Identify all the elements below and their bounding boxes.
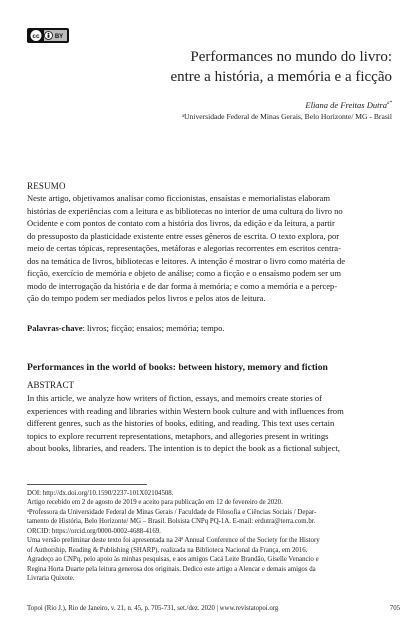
- article-title: [92, 47, 392, 87]
- footnote-line: Livraria Quixote.: [27, 575, 75, 583]
- author-mark: a*: [387, 101, 392, 107]
- page-footer: [27, 605, 400, 612]
- footnote-divider: [27, 484, 147, 485]
- footnote-line: ᵃProfessora da Universidade Federal de Minas Gerais / Faculdade de Filosofia e Ciências Sociais / Depar-: [27, 508, 317, 516]
- resumo-line: histórias de experiências com a leitura e as bibliotecas no interior de uma cultura do livro no: [27, 205, 343, 216]
- orcid-link[interactable]: ORCID: https://orcid.org/0000-0002-4688-4169.: [27, 527, 161, 535]
- abstract-line: experiences with reading and libraries within Western book culture and with influences from: [27, 405, 344, 416]
- cc-symbol: cc: [32, 33, 40, 40]
- resumo-line: Neste artigo, objetivamos analisar como ficcionistas, ensaístas e memorialistas elaboram: [27, 193, 331, 203]
- footnotes: [27, 489, 400, 584]
- doi-link[interactable]: DOI: http://dx.doi.org/10.1590/2237-101X02104508.: [27, 490, 174, 497]
- resumo-line: meio de certas tópicas, representações, metáforas e alegorias recorrentes em escritos centra-: [27, 243, 341, 253]
- resumo-line: modo de interrogação da história e de dar forma à memória; e como a memória e a percep-: [27, 280, 338, 291]
- footnote-line: Agradeço ao CNPq, pelo apoio às minhas pesquisas, e aos amigos Cacá Leite Brandão, Giselle Venancio e: [27, 556, 319, 564]
- abstract-body: [27, 392, 400, 455]
- resumo-line: ficção, exercício de memória e objeto de análise; como a ficção e o ensaísmo podem ser um: [27, 268, 341, 278]
- creative-commons-icon: [27, 28, 69, 43]
- keywords: [27, 322, 400, 335]
- resumo-heading: RESUMO: [27, 181, 66, 191]
- keywords-label: Palavras-chave: [27, 323, 83, 333]
- abstract-line: topics to explore recurrent representations, metaphors, and allegories present in writings: [27, 430, 329, 441]
- cc-by-text: BY: [54, 34, 64, 40]
- resumo-body: [27, 192, 400, 305]
- affiliation: ᵃUniversidade Federal de Minas Gerais, Belo Horizonte/ MG - Brasil: [181, 112, 392, 121]
- title-line-2: entre a história, a memória e a ficção: [170, 69, 392, 85]
- abstract-heading: ABSTRACT: [27, 380, 75, 390]
- resumo-line: do pressuposto da plasticidade existente entre esses gêneros de escrita. O texto explora, por: [27, 230, 340, 241]
- footnote-line: Artigo recebido em 2 de agosto de 2019 e aceito para publicação em 12 de fevereiro de 2020.: [27, 499, 283, 507]
- author-name: Eliana de Freitas Dutra: [305, 100, 387, 110]
- title-line-1: Performances no mundo do livro:: [190, 49, 392, 65]
- keywords-list: : livros; ficção; ensaios; memória; tempo.: [82, 323, 225, 333]
- footnote-line: Uma versão preliminar deste texto foi apresentada na 24ª Annual Conference of the Society for the History: [27, 537, 320, 545]
- resumo-line: ção do tempo podem ser mediados pelos livros e pelos atos de leitura.: [27, 293, 266, 303]
- resumo-line: dos na temática de livros, bibliotecas e leitores. A intenção é mostrar o livro como matéria de: [27, 255, 346, 266]
- journal-citation: Topoi (Rio J.), Rio de Janeiro, v. 21, n. 45, p. 705-731, set./dez. 2020 | www.revistatopoi.org: [27, 605, 279, 612]
- footnote-line: of Authorship, Reading & Publishing (SHARP), realizada na Biblioteca Nacional da França, em 2016.: [27, 546, 308, 554]
- license-badge: [27, 28, 69, 43]
- abstract-line: different genres, such as the histories of books, editing, and reading. This text uses certain: [27, 418, 335, 428]
- abstract-line: about books, libraries, and readers. The intention is to depict the book as a fictional subject,: [27, 443, 340, 453]
- abstract-line: In this article, we analyze how writers of fiction, essays, and memoirs create stories of: [27, 393, 323, 403]
- author-line: [305, 100, 392, 110]
- footnote-line: Regina Horta Duarte pela leitura generosa dos originais. Dedico este artigo a Alencar e demais amigos da: [27, 565, 316, 573]
- resumo-line: Ocidente e com pontos de contato com a história dos livros, da edição e da leitura, a partir: [27, 218, 335, 228]
- english-title: Performances in the world of books: between history, memory and fiction: [27, 362, 328, 373]
- footnote-line: tamento de História, Belo Horizonte/ MG – Brasil. Bolsista CNPq PQ-1A. E-mail: erdutra@terra.com.br.: [27, 518, 316, 526]
- page-number: 705: [389, 605, 400, 612]
